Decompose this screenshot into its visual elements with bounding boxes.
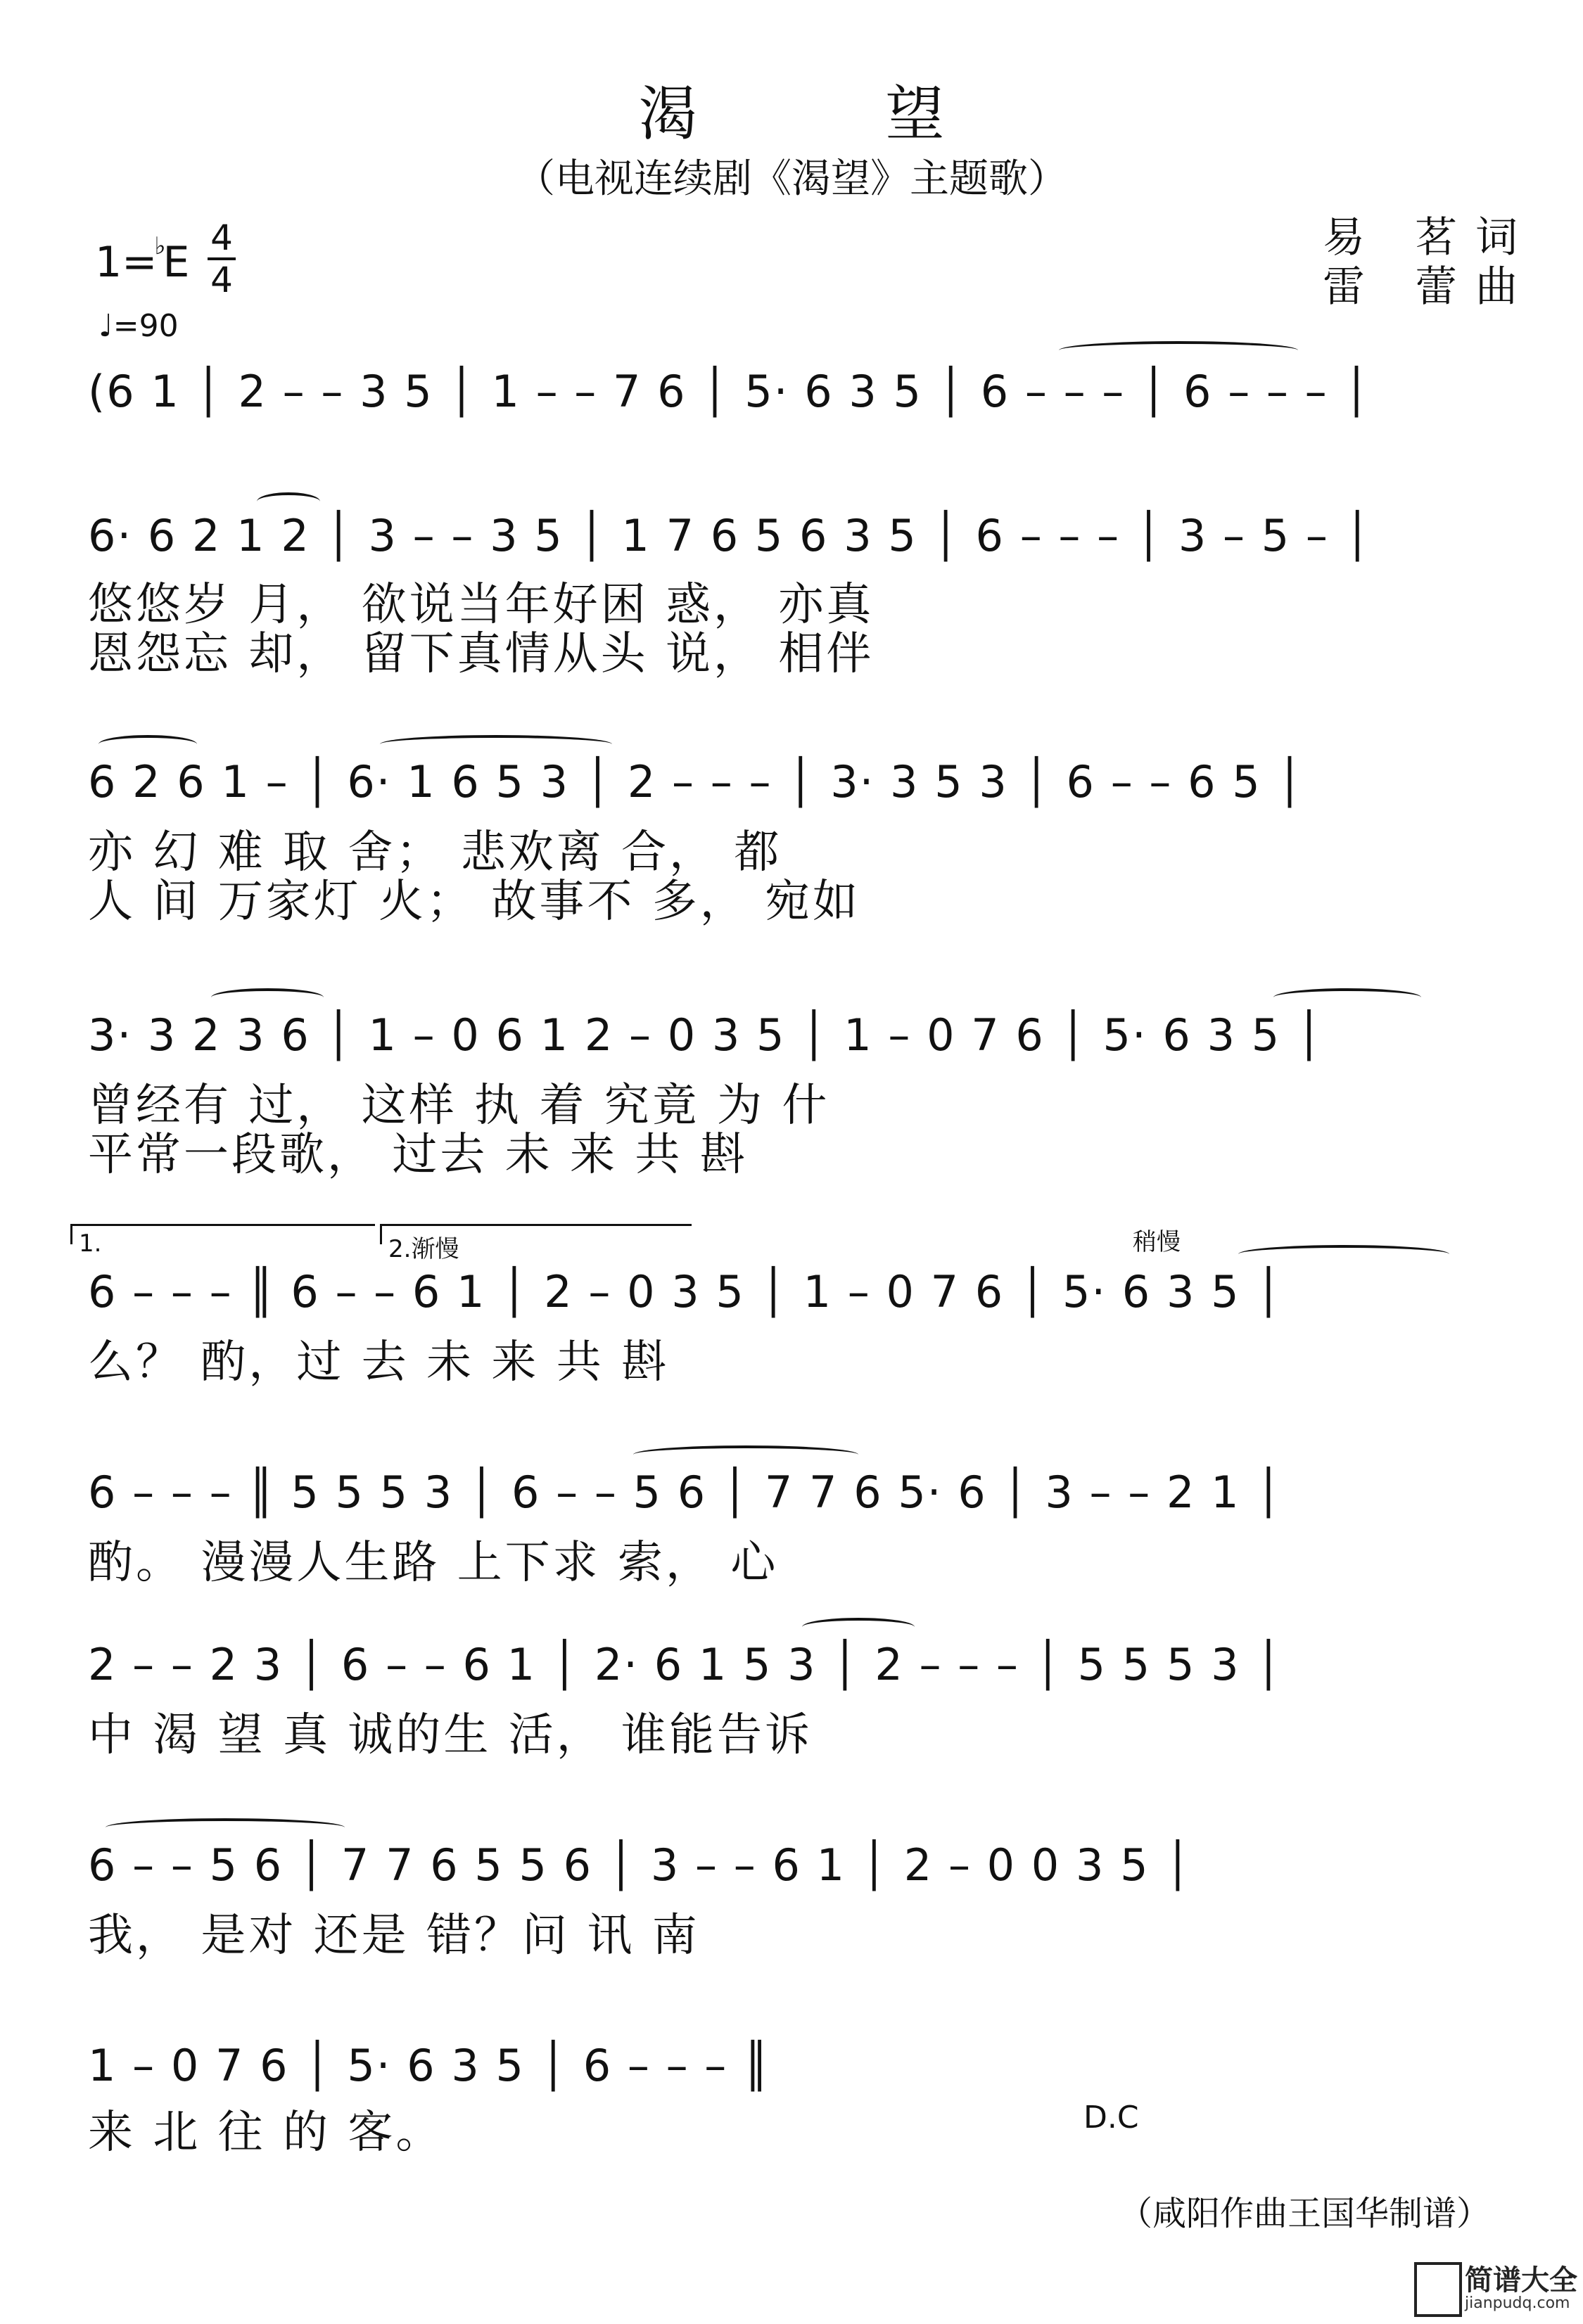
flat-sign: ♭ bbox=[154, 232, 166, 260]
time-top: 4 bbox=[210, 217, 233, 258]
piano-icon bbox=[1414, 2262, 1462, 2317]
lyric-line-5: 么？ 酌，过 去 未 来 共 斟 bbox=[88, 1336, 670, 1388]
first-ending-label: 1. bbox=[79, 1230, 102, 1258]
time-signature bbox=[208, 219, 236, 298]
notation-line-2: 6· 6 2 1 2 │ 3 – – 3 5 │ 1 7 6 5 6 3 5 │ 6 – – – │ 3 – 5 – │ bbox=[88, 510, 1372, 561]
da-capo-marking: D.C bbox=[1083, 2100, 1139, 2135]
lyric-line-7: 中 渴 望 真 诚的生 活， 谁能告诉 bbox=[88, 1709, 813, 1761]
lyric-line-4-verse-1: 曾经有 过， 这样 执 着 究竟 为 什 bbox=[88, 1080, 830, 1132]
slur bbox=[1273, 988, 1421, 1007]
lyric-line-4-verse-2: 平常一段歌， 过去 未 来 共 斟 bbox=[88, 1129, 748, 1181]
tempo-marking: ♩=90 bbox=[98, 308, 179, 344]
slur bbox=[1238, 1245, 1449, 1263]
lyric-line-2-verse-1: 悠悠岁 月， 欲说当年好困 惑， 亦真 bbox=[88, 579, 875, 631]
lyric-line-9: 来 北 往 的 客。 bbox=[88, 2107, 444, 2159]
logo-url: jianpudq.com bbox=[1465, 2294, 1570, 2312]
notation-line-1: (6 1 │ 2 – – 3 5 │ 1 – – 7 6 │ 5· 6 3 5 │ 6 – – – │ 6 – – – │ bbox=[88, 366, 1371, 417]
lyric-line-2-verse-2: 恩怨忘 却， 留下真情从头 说， 相伴 bbox=[88, 628, 875, 680]
logo-title: 简谱大全 bbox=[1465, 2264, 1577, 2297]
lyricist-credit: 易 茗词 bbox=[1323, 213, 1537, 262]
site-logo bbox=[1414, 2258, 1576, 2321]
key-prefix: 1= bbox=[95, 238, 158, 287]
notation-line-3: 6 2 6 1 – │ 6· 1 6 5 3 │ 2 – – – │ 3· 3 5 3 │ 6 – – 6 5 │ bbox=[88, 756, 1304, 807]
slur bbox=[98, 735, 197, 753]
key-note: E bbox=[163, 238, 190, 287]
slur bbox=[257, 492, 320, 511]
notation-line-4: 3· 3 2 3 6 │ 1 – 0 6 1 2 – 0 3 5 │ 1 – 0 7 6 │ 5· 6 3 5 │ bbox=[88, 1009, 1324, 1061]
key-signature bbox=[95, 232, 189, 287]
slur bbox=[633, 1445, 858, 1464]
slur bbox=[1059, 341, 1298, 359]
slur bbox=[380, 735, 612, 753]
slur bbox=[211, 988, 324, 1007]
slightly-slow-marking: 稍慢 bbox=[1133, 1228, 1181, 1256]
lyric-line-6: 酌。 漫漫人生路 上下求 索， 心 bbox=[88, 1537, 779, 1589]
notation-line-5: 6 – – – ║ 6 – – 6 1 │ 2 – 0 3 5 │ 1 – 0 7 6 │ 5· 6 3 5 │ bbox=[88, 1266, 1283, 1317]
notation-line-9: 1 – 0 7 6 │ 5· 6 3 5 │ 6 – – – ║ bbox=[88, 2040, 771, 2091]
lyric-line-3-verse-1: 亦 幻 难 取 舍； 悲欢离 合， 都 bbox=[88, 826, 782, 879]
second-ending-label: 2.渐慢 bbox=[388, 1235, 459, 1263]
page-title: 渴 望 bbox=[638, 79, 1029, 148]
lyric-line-3-verse-2: 人 间 万家灯 火； 故事不 多， 宛如 bbox=[88, 876, 861, 928]
page-subtitle: （电视连续剧《渴望》主题歌） bbox=[516, 156, 1067, 202]
slur bbox=[802, 1618, 915, 1636]
first-ending-bracket bbox=[70, 1224, 375, 1244]
notation-line-7: 2 – – 2 3 │ 6 – – 6 1 │ 2· 6 1 5 3 │ 2 – – – │ 5 5 5 3 │ bbox=[88, 1639, 1283, 1690]
arranger-credit: （咸阳作曲王国华制谱） bbox=[1119, 2194, 1491, 2233]
time-bottom: 4 bbox=[210, 260, 233, 300]
composer-credit: 雷 蕾曲 bbox=[1323, 262, 1537, 312]
notation-line-6: 6 – – – ║ 5 5 5 3 │ 6 – – 5 6 │ 7 7 6 5· 6 │ 3 – – 2 1 │ bbox=[88, 1467, 1283, 1518]
notation-line-8: 6 – – 5 6 │ 7 7 6 5 5 6 │ 3 – – 6 1 │ 2 – 0 0 3 5 │ bbox=[88, 1839, 1193, 1891]
lyric-line-8: 我， 是对 还是 错？问 讯 南 bbox=[88, 1910, 700, 1962]
slur bbox=[106, 1818, 345, 1837]
